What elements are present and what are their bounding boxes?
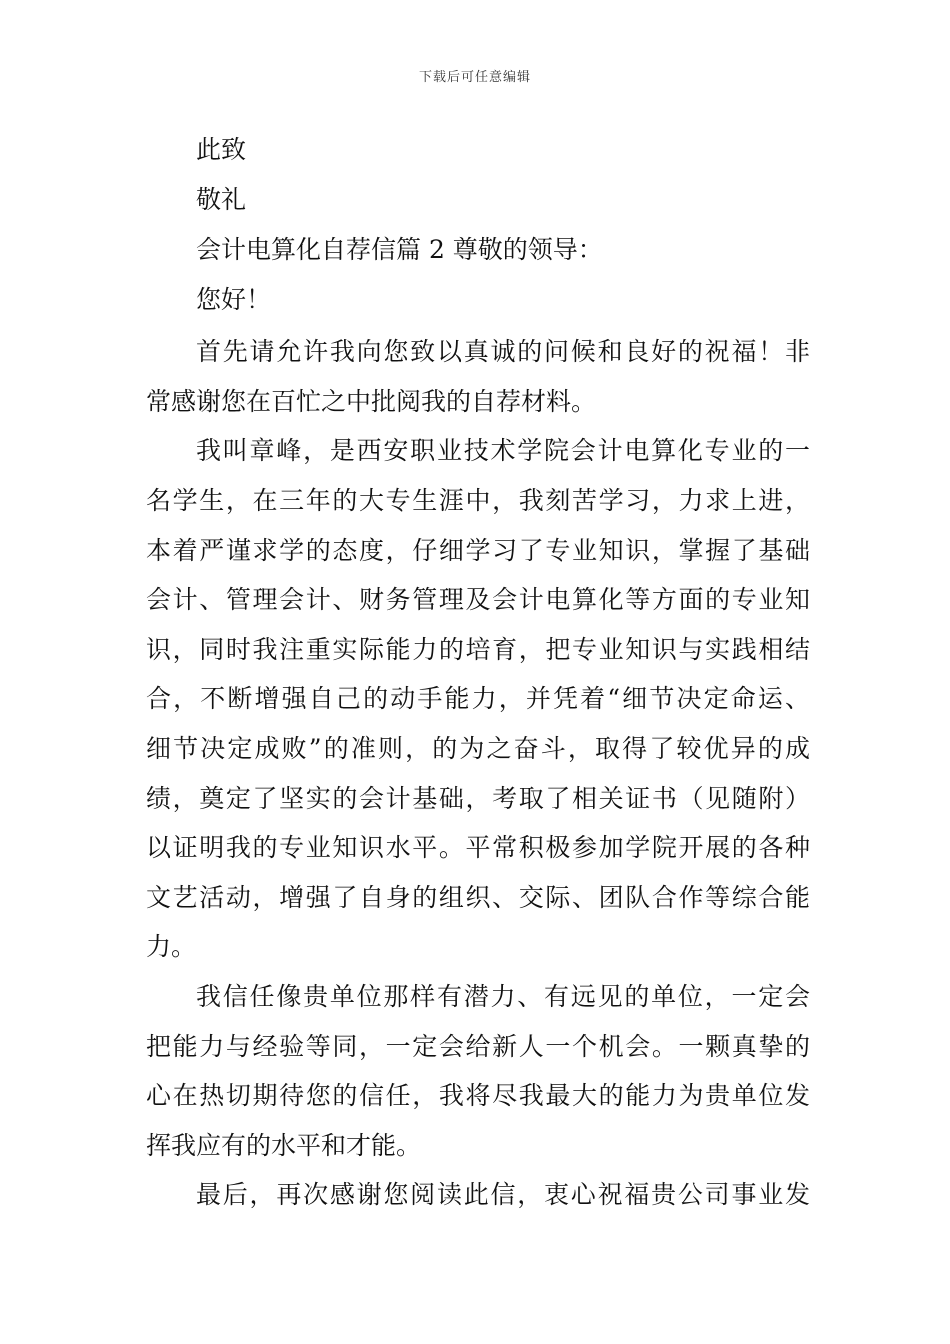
paragraph-line: 本着严谨求学的态度，仔细学习了专业知识，掌握了基础: [146, 536, 810, 565]
section-title-line: 会计电算化自荐信篇 2 尊敬的领导：: [196, 235, 603, 264]
paragraph-line: 最后，再次感谢您阅读此信，衷心祝福贵公司事业发: [196, 1180, 810, 1209]
paragraph-line: 合，不断增强自己的动手能力，并凭着“细节决定命运、: [146, 684, 810, 713]
paragraph-line: 文艺活动，增强了自身的组织、交际、团队合作等综合能: [146, 883, 810, 912]
paragraph-line: 把能力与经验等同，一定会给新人一个机会。一颗真挚的: [146, 1032, 810, 1061]
paragraph-line: 绩，奠定了坚实的会计基础，考取了相关证书（见随附）: [146, 784, 810, 813]
page-header: 下载后可任意编辑: [418, 70, 531, 85]
salutation-line: 敬礼: [196, 185, 247, 214]
paragraph-line: 挥我应有的水平和才能。: [146, 1131, 422, 1160]
paragraph-line: 我信任像贵单位那样有潜力、有远见的单位，一定会: [196, 982, 810, 1011]
paragraph-line: 名学生，在三年的大专生涯中，我刻苦学习，力求上进，: [146, 486, 810, 515]
paragraph-line: 力。: [146, 932, 197, 961]
paragraph-line: 细节决定成败”的准则，的为之奋斗，取得了较优异的成: [146, 734, 810, 763]
paragraph-line: 首先请允许我向您致以真诚的问候和良好的祝福！非: [196, 337, 810, 366]
paragraph-line: 识，同时我注重实际能力的培育，把专业知识与实践相结: [146, 635, 810, 664]
paragraph-line: 以证明我的专业知识水平。平常积极参加学院开展的各种: [146, 833, 810, 862]
paragraph-line: 常感谢您在百忙之中批阅我的自荐材料。: [146, 387, 597, 416]
paragraph-line: 我叫章峰，是西安职业技术学院会计电算化专业的一: [196, 436, 810, 465]
paragraph-line: 心在热切期待您的信任，我将尽我最大的能力为贵单位发: [146, 1081, 810, 1110]
greeting-line: 您好！: [196, 285, 272, 314]
closing-line: 此致: [196, 135, 247, 164]
paragraph-line: 会计、管理会计、财务管理及会计电算化等方面的专业知: [146, 585, 810, 614]
